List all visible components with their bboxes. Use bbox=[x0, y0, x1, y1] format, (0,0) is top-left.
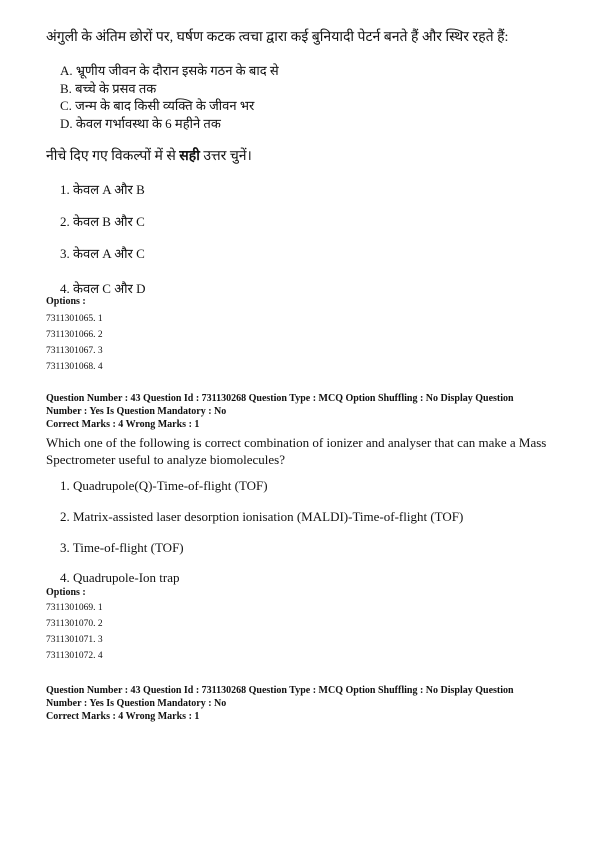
options-label: Options : bbox=[46, 587, 86, 598]
option-id: 7311301072. 4 bbox=[46, 651, 103, 661]
statement-item: D. केवल गर्भावस्था के 6 महीने तक bbox=[60, 115, 221, 131]
question-text: अंगुली के अंतिम छोरों पर, घर्षण कटक त्वचा द्वारा कई बुनियादी पेटर्न बनते हैं और स्थिर रहते हैं: bbox=[46, 30, 509, 45]
answer-choice: 3. Time-of-flight (TOF) bbox=[60, 540, 184, 555]
instruction-text bbox=[46, 146, 555, 165]
meta-line: Question Number : 43 Question Id : 731130268 Question Type : MCQ Option Shuffling : No Display Question bbox=[46, 685, 514, 696]
answer-choice: 2. Matrix-assisted laser desorption ionisation (MALDI)-Time-of-flight (TOF) bbox=[60, 509, 464, 524]
meta-line: Number : Yes Is Question Mandatory : No bbox=[46, 698, 227, 709]
meta-line: Correct Marks : 4 Wrong Marks : 1 bbox=[46, 711, 200, 722]
statement-item: C. जन्म के बाद किसी व्यक्ति के जीवन भर bbox=[60, 98, 255, 113]
statement-item: A. भ्रूणीय जीवन के दौरान इसके गठन के बाद से bbox=[60, 63, 279, 78]
option-id: 7311301068. 4 bbox=[46, 362, 103, 372]
instruction-bold: सही bbox=[179, 149, 200, 164]
answer-choice: 4. Quadrupole-Ion trap bbox=[60, 570, 180, 585]
answer-choice: 4. केवल C और D bbox=[60, 281, 146, 296]
statement-list bbox=[60, 62, 555, 132]
question-text: Which one of the following is correct combination of ionizer and analyser that can make a Mass Spectrometer useful to analyze biomolecules? bbox=[46, 435, 547, 467]
answer-choice: 2. केवल B और C bbox=[60, 214, 145, 229]
question-meta bbox=[46, 684, 555, 723]
option-id: 7311301067. 3 bbox=[46, 346, 103, 356]
option-id: 7311301066. 2 bbox=[46, 330, 103, 340]
question-meta bbox=[46, 392, 555, 431]
options-label: Options : bbox=[46, 296, 86, 307]
option-id: 7311301069. 1 bbox=[46, 603, 103, 613]
answer-choice: 3. केवल A और C bbox=[60, 246, 145, 261]
answer-choice: 1. Quadrupole(Q)-Time-of-flight (TOF) bbox=[60, 478, 268, 493]
answer-choice: 1. केवल A और B bbox=[60, 182, 145, 197]
instruction-pre: नीचे दिए गए विकल्पों में से bbox=[46, 149, 180, 164]
meta-line: Number : Yes Is Question Mandatory : No bbox=[46, 406, 227, 417]
instruction-post: उत्तर चुनें। bbox=[199, 149, 252, 164]
option-id: 7311301065. 1 bbox=[46, 314, 103, 324]
option-id: 7311301071. 3 bbox=[46, 635, 103, 645]
meta-line: Correct Marks : 4 Wrong Marks : 1 bbox=[46, 419, 200, 430]
option-id: 7311301070. 2 bbox=[46, 619, 103, 629]
meta-line: Question Number : 43 Question Id : 731130268 Question Type : MCQ Option Shuffling : No Display Question bbox=[46, 393, 514, 404]
statement-item: B. बच्चे के प्रसव तक bbox=[60, 80, 157, 96]
